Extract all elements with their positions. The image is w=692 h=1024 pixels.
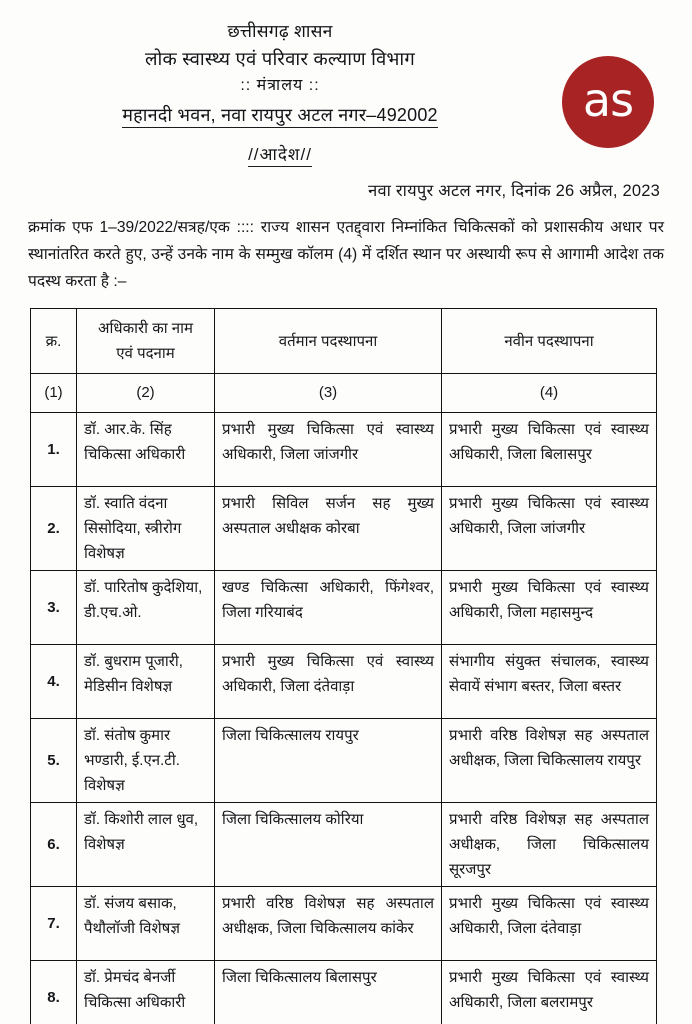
row-serial-number: 8. <box>31 961 77 1024</box>
row-new-posting: प्रभारी मुख्य चिकित्सा एवं स्वास्थ्य अधिकारी, जिला महासमुन्द <box>442 571 657 645</box>
row-serial-number: 5. <box>31 719 77 803</box>
table-row <box>31 645 657 719</box>
colnum-4: (4) <box>442 374 657 413</box>
row-serial-number: 6. <box>31 803 77 887</box>
row-current-posting: प्रभारी मुख्य चिकित्सा एवं स्वास्थ्य अधिकारी, जिला जांजगीर <box>215 413 442 487</box>
row-current-posting: प्रभारी वरिष्ठ विशेषज्ञ सह अस्पताल अधीक्षक, जिला चिकित्सालय कांकेर <box>215 887 442 961</box>
colnum-2: (2) <box>77 374 215 413</box>
row-officer-name: डॉ. प्रेमचंद बेनर्जी चिकित्सा अधिकारी <box>77 961 215 1024</box>
date-line: नवा रायपुर अटल नगर, दिनांक 26 अप्रैल, 2023 <box>368 182 660 200</box>
table-row <box>31 719 657 803</box>
header-address-text: महानदी भवन, नवा रायपुर अटल नगर–492002 <box>122 105 438 128</box>
row-new-posting: संभागीय संयुक्त संचालक, स्वास्थ्य सेवायें संभाग बस्तर, जिला बस्तर <box>442 645 657 719</box>
row-new-posting: प्रभारी मुख्य चिकित्सा एवं स्वास्थ्य अधिकारी, जिला बलरामपुर <box>442 961 657 1024</box>
row-new-posting: प्रभारी वरिष्ठ विशेषज्ञ सह अस्पताल अधीक्षक, जिला चिकित्सालय रायपुर <box>442 719 657 803</box>
row-officer-name: डॉ. किशोरी लाल धुव, विशेषज्ञ <box>77 803 215 887</box>
table-row <box>31 887 657 961</box>
table-header-row <box>31 309 657 374</box>
header-line-ministry: :: मंत्रालय :: <box>240 77 320 94</box>
header-officer-name <box>77 309 215 374</box>
as-logo-icon <box>562 56 654 148</box>
order-marker <box>0 142 560 165</box>
as-logo-text: as <box>582 73 634 127</box>
header-officer-name-line1: अधिकारी का नाम <box>98 320 193 337</box>
row-officer-name: डॉ. संतोष कुमार भण्डारी, ई.एन.टी. विशेषज्ञ <box>77 719 215 803</box>
colnum-3: (3) <box>215 374 442 413</box>
row-current-posting: जिला चिकित्सालय बिलासपुर <box>215 961 442 1024</box>
colnum-1: (1) <box>31 374 77 413</box>
row-current-posting: जिला चिकित्सालय कोरिया <box>215 803 442 887</box>
order-marker-text: //आदेश// <box>248 145 312 167</box>
header-sno: क्र. <box>31 309 77 374</box>
row-officer-name: डॉ. आर.के. सिंह चिकित्सा अधिकारी <box>77 413 215 487</box>
transfer-table <box>30 308 657 1024</box>
header-current-posting: वर्तमान पदस्थापना <box>215 309 442 374</box>
header-officer-name-line2: एवं पदनाम <box>116 345 175 362</box>
document-header <box>0 18 560 129</box>
header-line-address <box>0 102 560 129</box>
table-row <box>31 487 657 571</box>
row-officer-name: डॉ. स्वाति वंदना सिसोदिया, स्त्रीरोग विशेषज्ञ <box>77 487 215 571</box>
row-serial-number: 2. <box>31 487 77 571</box>
table-row <box>31 413 657 487</box>
header-line-state: छत्तीसगढ़ शासन <box>227 21 333 41</box>
row-current-posting: प्रभारी सिविल सर्जन सह मुख्य अस्पताल अधीक्षक कोरबा <box>215 487 442 571</box>
table-row <box>31 571 657 645</box>
row-officer-name: डॉ. पारितोष कुदेशिया, डी.एच.ओ. <box>77 571 215 645</box>
row-new-posting: प्रभारी मुख्य चिकित्सा एवं स्वास्थ्य अधिकारी, जिला दंतेवाड़ा <box>442 887 657 961</box>
row-new-posting: प्रभारी वरिष्ठ विशेषज्ञ सह अस्पताल अधीक्षक, जिला चिकित्सालय सूरजपुर <box>442 803 657 887</box>
row-serial-number: 3. <box>31 571 77 645</box>
row-current-posting: खण्ड चिकित्सा अधिकारी, फिंगेश्वर, जिला गरियाबंद <box>215 571 442 645</box>
row-serial-number: 7. <box>31 887 77 961</box>
row-new-posting: प्रभारी मुख्य चिकित्सा एवं स्वास्थ्य अधिकारी, जिला जांजगीर <box>442 487 657 571</box>
row-current-posting: जिला चिकित्सालय रायपुर <box>215 719 442 803</box>
row-serial-number: 1. <box>31 413 77 487</box>
row-officer-name: डॉ. बुधराम पूजारी, मेडिसीन विशेषज्ञ <box>77 645 215 719</box>
header-line-department: लोक स्वास्थ्य एवं परिवार कल्याण विभाग <box>144 48 416 69</box>
table-row <box>31 803 657 887</box>
table-body <box>31 413 657 1024</box>
row-officer-name: डॉ. संजय बसाक, पैथौलॉजी विशेषज्ञ <box>77 887 215 961</box>
table-column-number-row <box>31 374 657 413</box>
header-new-posting: नवीन पदस्थापना <box>442 309 657 374</box>
row-serial-number: 4. <box>31 645 77 719</box>
table-row <box>31 961 657 1024</box>
row-current-posting: प्रभारी मुख्य चिकित्सा एवं स्वास्थ्य अधिकारी, जिला दंतेवाड़ा <box>215 645 442 719</box>
body-paragraph: क्रमांक एफ 1–39/2022/सत्रह/एक :::: राज्य शासन एतद्द्वारा निम्नांकित चिकित्सकों को प्रशासकीय अधार पर स्थानांतरित करते हुए, उन्हें उनके नाम के सम्मुख कॉलम (4) में दर्शित स्थान पर अस्थायी रूप से आगामी आदेश तक पदस्थ करता है :– <box>28 219 664 290</box>
row-new-posting: प्रभारी मुख्य चिकित्सा एवं स्वास्थ्य अधिकारी, जिला बिलासपुर <box>442 413 657 487</box>
